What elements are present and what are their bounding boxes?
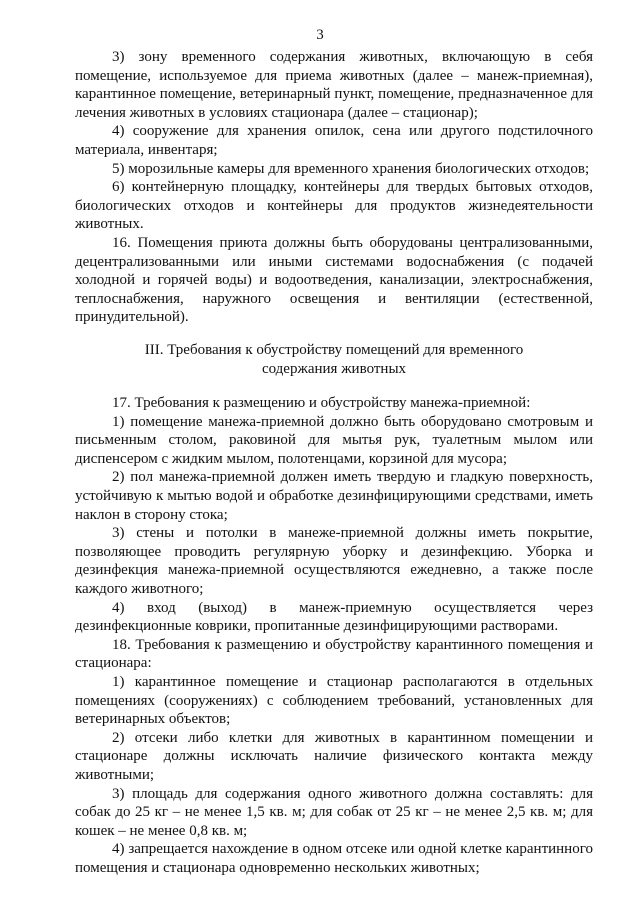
- paragraph: 2) пол манежа-приемной должен иметь твердую и гладкую поверхность, устойчивую к мытью водой и обработке дезинфицирующими средствами, иметь наклон в сторону стока;: [75, 469, 593, 523]
- paragraph: 2) отсеки либо клетки для животных в карантинном помещении и стационаре должны исключать наличие физического контакта между животными;: [75, 729, 593, 783]
- paragraph: 5) морозильные камеры для временного хранения биологических отходов;: [112, 160, 590, 177]
- section-heading-line: содержания животных: [261, 360, 407, 377]
- document-body: [75, 48, 593, 878]
- section-heading: [75, 341, 593, 378]
- paragraph: 3) площадь для содержания одного животного должна составлять: для собак до 25 кг – не менее 1,5 кв. м; для собак от 25 кг – не менее 2,5 кв. м; для кошек – не менее 0,8 кв. м;: [75, 785, 593, 839]
- section-heading-line: III. Требования к обустройству помещений для временного: [144, 341, 524, 358]
- paragraph: 1) карантинное помещение и стационар располагаются в отдельных помещениях (сооружениях) с соблюдением требований, установленных для ветеринарных объектов;: [75, 674, 593, 728]
- page-number: 3: [316, 27, 324, 43]
- paragraph: 4) сооружение для хранения опилок, сена или другого подстилочного материала, инвентаря;: [75, 123, 593, 158]
- paragraph: 3) стены и потолки в манеже-приемной должны иметь покрытие, позволяющее проводить регулярную уборку и дезинфекцию. Уборка и дезинфекция манежа-приемной осуществляются ежедневно, а также после каждого животного;: [75, 525, 593, 598]
- paragraph: 17. Требования к размещению и обустройству манежа-приемной:: [112, 395, 531, 412]
- paragraph: 16. Помещения приюта должны быть оборудованы централизованными, децентрализованными или иными системами водоснабжения (с подачей холодной и горячей воды) и водоотведения, канализации, электроснабжения, теплоснабжения, наружного освещения и вентиляции (естественной, принудительной).: [75, 234, 593, 326]
- paragraph: 4) запрещается нахождение в одном отсеке или одной клетке карантинного помещения и стационара одновременно нескольких животных;: [75, 841, 593, 876]
- paragraph: 3) зону временного содержания животных, включающую в себя помещение, используемое для приема животных (далее – манеж-приемная), карантинное помещение, ветеринарный пункт, помещение, предназначенное для лечения животных в условиях стационара (далее – стационар);: [75, 49, 593, 121]
- paragraph: 4) вход (выход) в манеж-приемную осуществляется через дезинфекционные коврики, пропитанные дезинфицирующими растворами.: [75, 599, 593, 635]
- paragraph: 6) контейнерную площадку, контейнеры для твердых бытовых отходов, биологических отходов и контейнеры для продуктов жизнедеятельности животных.: [75, 179, 593, 233]
- paragraph: 18. Требования к размещению и обустройству карантинного помещения и стационара:: [75, 636, 593, 672]
- paragraph: 1) помещение манежа-приемной должно быть оборудовано смотровым и письменным столом, раковиной для мытья рук, туалетным мылом или диспенсером с жидким мылом, полотенцами, корзиной для мусора;: [75, 413, 593, 467]
